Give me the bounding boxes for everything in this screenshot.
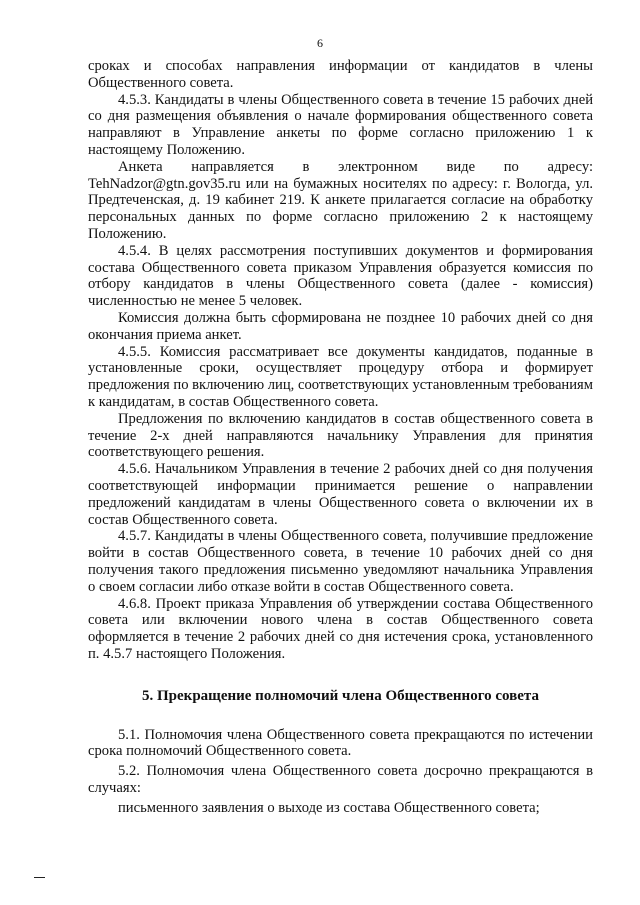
paragraph: 5.2. Полномочия члена Общественного совета досрочно прекращаются в случаях: [88,763,593,797]
paragraph: 5.1. Полномочия члена Общественного совета прекращаются по истечении срока полномочий Общественного совета. [88,726,593,760]
paragraph: Комиссия должна быть сформирована не позднее 10 рабочих дней со дня окончания приема анкет. [88,309,593,343]
paragraph: 4.5.6. Начальником Управления в течение 2 рабочих дней со дня получения соответствующей информации принимается решение о направлении предложений кандидатам в члены Общественного совета о включении их в состав Общественного совета. [88,461,593,528]
paragraphs-before-section [88,58,593,663]
paragraphs-after-section [88,727,593,817]
paragraph: 4.5.4. В целях рассмотрения поступивших документов и формирования состава Общественного совета приказом Управления образуется комиссия по отбору кандидатов в члены Общественного совета (далее - комиссия) численностью не менее 5 человек. [88,242,593,310]
page-number: 6 [317,36,323,50]
paragraph: 4.6.8. Проект приказа Управления об утверждении состава Общественного совета или включении нового члена в состав Общественного совета оформляется в течение 2 рабочих дней со дня истечения срока, установленного п. 4.5.7 настоящего Положения. [88,595,593,662]
paragraph: сроках и способах направления информации от кандидатов в члены Общественного совета. [88,58,593,91]
paragraph: Анкета направляется в электронном виде по адресу: TehNadzor@gtn.gov35.ru или на бумажных носителях по адресу: г. Вологда, ул. Предтеченская, д. 19 кабинет 219. К анкете прилагается согласие на обработку персональных данных по форме согласно приложению 2 к настоящему Положению. [88,158,593,242]
document-body [88,58,593,817]
paragraph: Предложения по включению кандидатов в состав общественного совета в течение 2-х дней направляются начальнику Управления для принятия соответствующего решения. [88,410,593,461]
paragraph: письменного заявления о выходе из состава Общественного совета; [118,799,540,816]
footer-dash-mark [34,877,45,878]
section-heading: 5. Прекращение полномочий члена Общественного совета [142,687,539,704]
paragraph: 4.5.3. Кандидаты в члены Общественного совета в течение 15 рабочих дней со дня размещения объявления о начале формирования общественного совета направляют в Управление анкеты по форме согласно приложению 1 к настоящему Положению. [88,91,593,158]
paragraph: 4.5.7. Кандидаты в члены Общественного совета, получившие предложение войти в состав Общественного совета, в течение 10 рабочих дней со дня получения такого предложения письменно уведомляют начальника Управления о своем согласии либо отказе войти в состав Общественного совета. [88,528,593,595]
paragraph: 4.5.5. Комиссия рассматривает все документы кандидатов, поданные в установленные сроки, осуществляет процедуру отбора и формирует предложения по включению лиц, соответствующих установленным требованиям к кандидатам, в состав Общественного совета. [88,343,593,410]
